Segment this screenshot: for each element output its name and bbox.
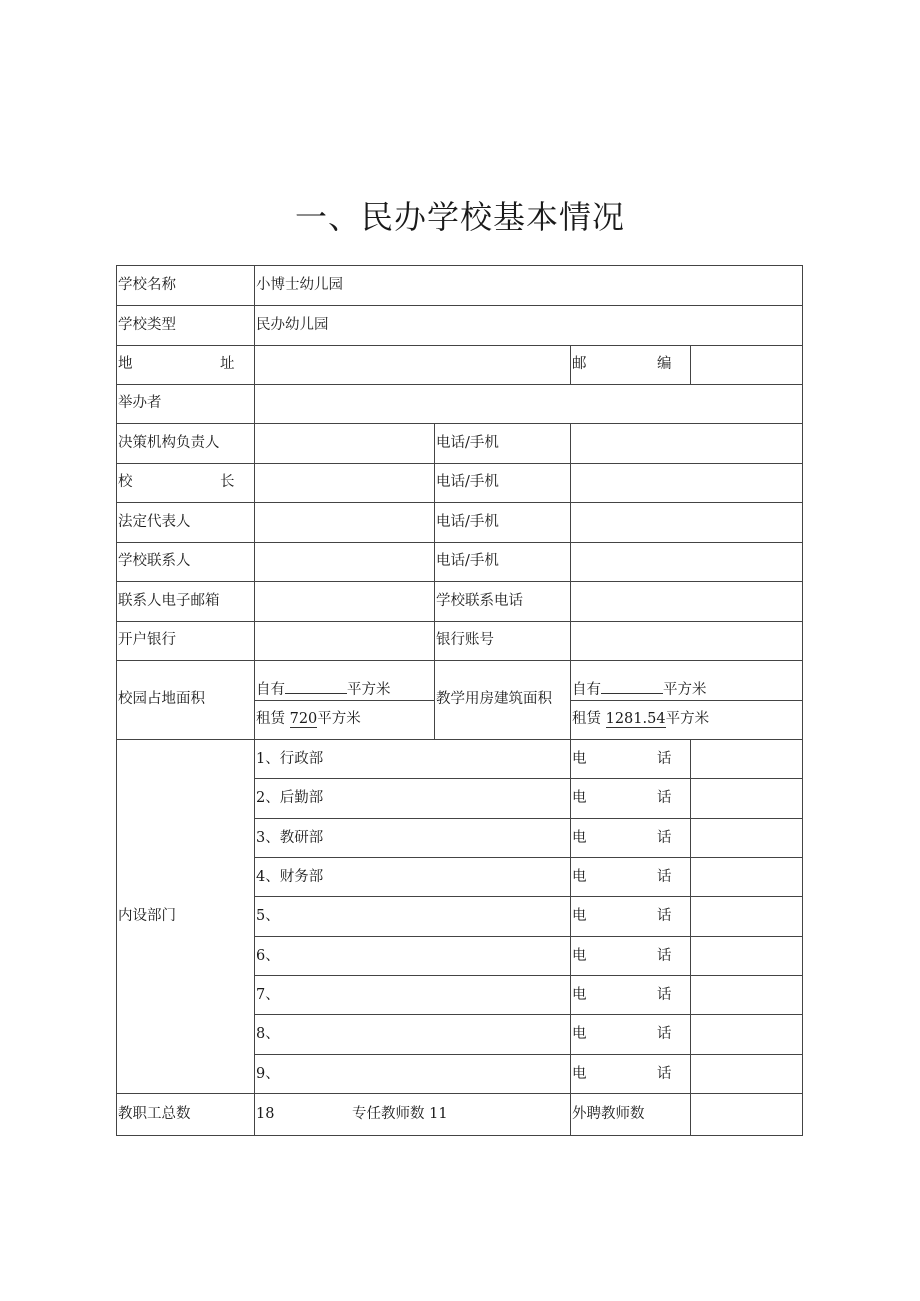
row-divider [116, 660, 803, 661]
departments-label: 内设部门 [118, 908, 176, 924]
dept-phone-label-char1: 电 [572, 830, 587, 846]
table-border-bottom [116, 1135, 803, 1136]
department-item: 3、教研部 [256, 830, 324, 846]
fulltime-teachers [352, 1105, 448, 1123]
dept-row-divider [254, 778, 803, 779]
campus-lease-value: 720 [289, 711, 318, 727]
department-item: 6、 [256, 948, 280, 964]
row-divider [116, 1093, 803, 1094]
dept-row-divider [254, 896, 803, 897]
col-divider [570, 345, 571, 385]
dept-row-divider [254, 975, 803, 976]
row-divider [116, 621, 803, 622]
dept-row-divider [254, 936, 803, 937]
address-label-char2: 址 [220, 356, 235, 372]
row-divider [116, 423, 803, 424]
area-subrow-divider [570, 700, 803, 701]
table-border-top [116, 265, 803, 266]
col-divider [690, 345, 691, 385]
area-subrow-divider [254, 700, 434, 701]
dept-phone-label-char2: 话 [657, 830, 672, 846]
department-item: 7、 [256, 987, 280, 1003]
lease-label: 租赁 [572, 711, 601, 727]
department-item: 9、 [256, 1066, 280, 1082]
school-name-value: 小博士幼儿园 [256, 277, 343, 293]
building-area-label: 教学用房建筑面积 [436, 691, 552, 707]
row-divider [116, 345, 803, 346]
dept-row-divider [254, 818, 803, 819]
campus-area-label: 校园占地面积 [118, 691, 205, 707]
building-lease-line [572, 710, 709, 728]
dept-row-divider [254, 857, 803, 858]
dept-row-divider [254, 1054, 803, 1055]
phone-mobile-label: 电话/手机 [436, 435, 499, 451]
phone-mobile-label: 电话/手机 [436, 514, 499, 530]
sponsor-label: 举办者 [118, 395, 162, 411]
fulltime-teachers-value: 11 [429, 1106, 448, 1122]
dept-phone-label-char2: 话 [657, 869, 672, 885]
staff-total-label: 教职工总数 [118, 1106, 191, 1122]
col-divider [570, 739, 571, 1136]
bank-account-label: 银行账号 [436, 632, 494, 648]
row-divider [116, 502, 803, 503]
principal-label-char1: 校 [118, 474, 133, 490]
table-border-left [116, 265, 117, 1136]
dept-phone-label-char1: 电 [572, 1026, 587, 1042]
department-item: 8、 [256, 1026, 280, 1042]
department-item: 2、后勤部 [256, 790, 324, 806]
row-divider [116, 384, 803, 385]
sqm-label: 平方米 [663, 682, 707, 698]
legal-rep-label: 法定代表人 [118, 514, 191, 530]
principal-label-char2: 长 [220, 474, 235, 490]
department-item: 1、行政部 [256, 751, 324, 767]
school-info-table [116, 265, 803, 1137]
row-divider [116, 305, 803, 306]
postcode-label-char2: 编 [657, 356, 672, 372]
dept-phone-label-char2: 话 [657, 790, 672, 806]
row-divider [116, 463, 803, 464]
external-teachers-label: 外聘教师数 [572, 1106, 645, 1122]
own-label: 自有 [256, 682, 285, 698]
fulltime-teachers-label: 专任教师数 [352, 1106, 425, 1122]
dept-phone-label-char2: 话 [657, 1066, 672, 1082]
phone-mobile-label: 电话/手机 [436, 553, 499, 569]
address-label-char1: 地 [118, 356, 133, 372]
row-divider [116, 542, 803, 543]
dept-phone-label-char2: 话 [657, 948, 672, 964]
phone-mobile-label: 电话/手机 [436, 474, 499, 490]
postcode-label-char1: 邮 [572, 356, 587, 372]
department-item: 4、财务部 [256, 869, 324, 885]
school-name-label: 学校名称 [118, 277, 176, 293]
decision-head-label: 决策机构负责人 [118, 435, 220, 451]
building-lease-value: 1281.54 [605, 711, 666, 727]
row-divider [116, 739, 803, 740]
department-item: 5、 [256, 908, 280, 924]
school-type-value: 民办幼儿园 [256, 317, 329, 333]
dept-phone-label-char2: 话 [657, 987, 672, 1003]
campus-lease-line [256, 710, 361, 728]
dept-row-divider [254, 1014, 803, 1015]
col-divider [570, 423, 571, 740]
row-divider [116, 581, 803, 582]
dept-phone-label-char2: 话 [657, 908, 672, 924]
building-own-blank [601, 679, 663, 694]
staff-total-value: 18 [256, 1106, 275, 1122]
col-divider [434, 423, 435, 740]
dept-phone-label-char1: 电 [572, 1066, 587, 1082]
school-phone-label: 学校联系电话 [436, 593, 523, 609]
sqm-label: 平方米 [317, 711, 361, 727]
dept-phone-label-char1: 电 [572, 948, 587, 964]
col-divider [690, 739, 691, 1136]
page-title: 一、民办学校基本情况 [294, 198, 625, 236]
campus-own-blank [285, 679, 347, 694]
building-own-line [572, 679, 707, 699]
dept-phone-label-char2: 话 [657, 751, 672, 767]
bank-label: 开户银行 [118, 632, 176, 648]
school-type-label: 学校类型 [118, 317, 176, 333]
own-label: 自有 [572, 682, 601, 698]
dept-phone-label-char1: 电 [572, 908, 587, 924]
contact-email-label: 联系人电子邮箱 [118, 593, 220, 609]
lease-label: 租赁 [256, 711, 285, 727]
dept-phone-label-char1: 电 [572, 751, 587, 767]
contact-label: 学校联系人 [118, 553, 191, 569]
dept-phone-label-char2: 话 [657, 1026, 672, 1042]
sqm-label: 平方米 [347, 682, 391, 698]
dept-phone-label-char1: 电 [572, 987, 587, 1003]
dept-phone-label-char1: 电 [572, 869, 587, 885]
sqm-label: 平方米 [665, 711, 710, 727]
campus-own-line [256, 679, 391, 699]
dept-phone-label-char1: 电 [572, 790, 587, 806]
